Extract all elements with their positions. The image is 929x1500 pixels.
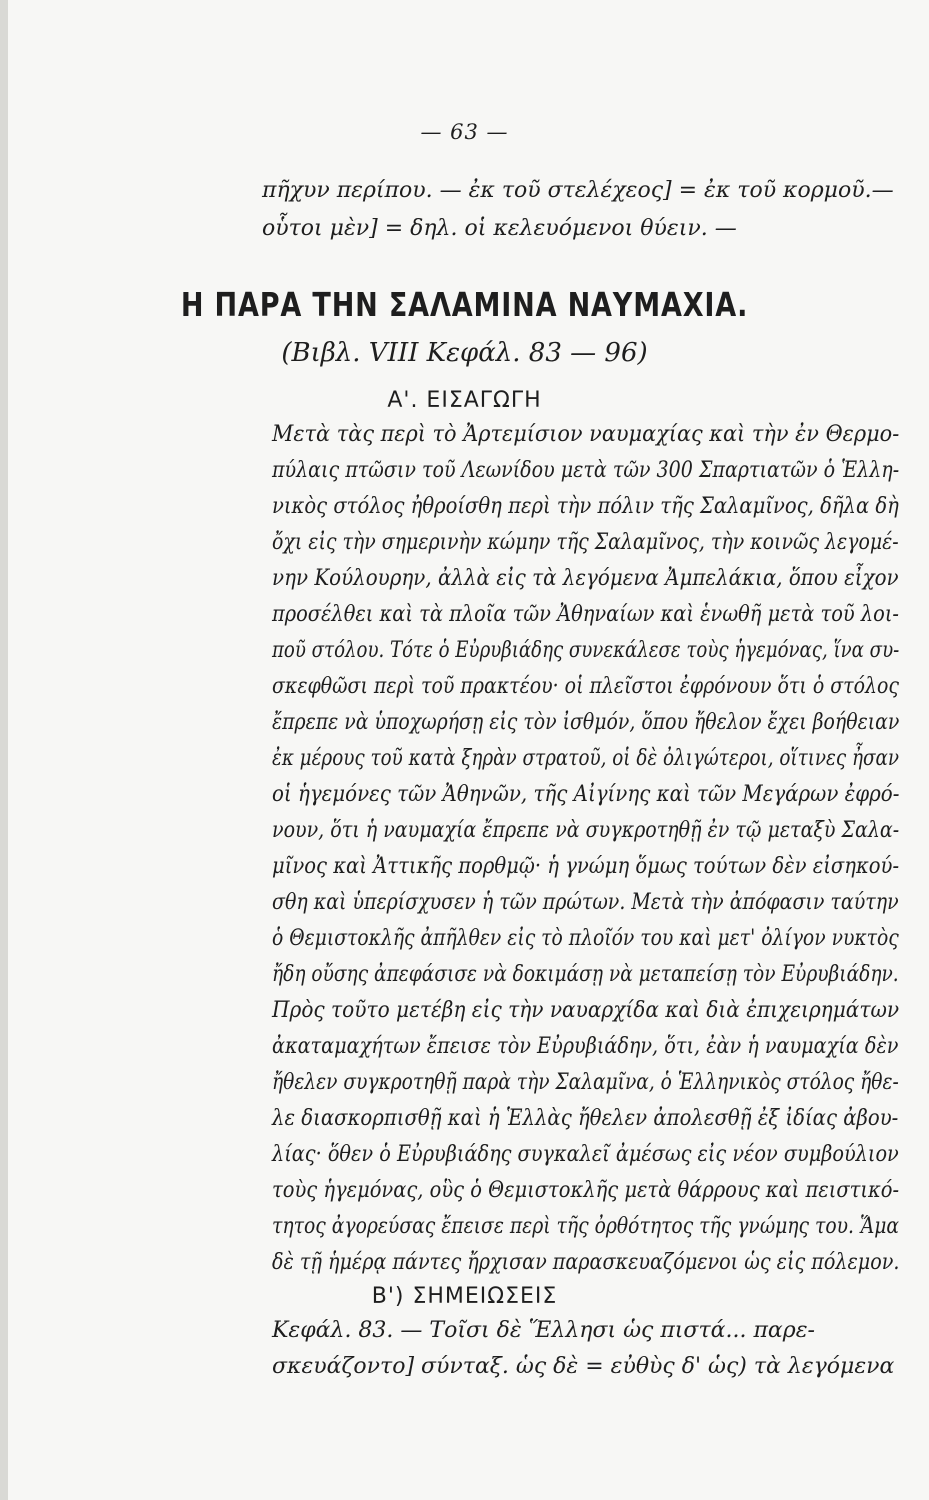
body-line: οἱ ἡγεμόνες τῶν Ἀθηνῶν, τῆς Αἰγίνης καὶ τῶν Μεγάρων ἐφρό-: [272, 782, 900, 807]
note-line: Κεφάλ. 83. — Τοῖσι δὲ Ἕλλησι ὡς πιστά... παρε-: [272, 1318, 815, 1343]
body-line: ἐκ μέρους τοῦ κατὰ ξηρὰν στρατοῦ, οἱ δὲ ὀλιγώτεροι, οἵτινες ἦσαν: [272, 746, 899, 771]
body-line: σθη καὶ ὑπερίσχυσεν ἡ τῶν πρώτων. Μετὰ τὴν ἀπόφασιν ταύτην: [272, 890, 899, 915]
body-line: ὄχι εἰς τὴν σημερινὴν κώμην τῆς Σαλαμῖνος, τὴν κοινῶς λεγομέ-: [272, 530, 899, 555]
body-line: ἀκαταμαχήτων ἔπεισε τὸν Εὐρυβιάδην, ὅτι, ἐὰν ἡ ναυμαχία δὲν: [272, 1034, 899, 1059]
note-line: πῆχυν περίπου. — ἐκ τοῦ στελέχεος] = ἐκ τοῦ κορμοῦ.—: [262, 178, 894, 203]
body-line: νουν, ὅτι ἡ ναυμαχία ἔπρεπε νὰ συγκροτηθῇ ἐν τῷ μεταξὺ Σαλα-: [272, 818, 900, 843]
section-heading-introduction: Α'. ΕΙΣΑΓΩΓΗ: [387, 388, 542, 413]
body-line: μῖνος καὶ Ἀττικῆς πορθμῷ· ἡ γνώμη ὅμως τούτων δὲν εἰσηκού-: [272, 854, 900, 879]
body-line: σκεφθῶσι περὶ τοῦ πρακτέου· οἱ πλεῖστοι ἐφρόνουν ὅτι ὁ στόλος: [272, 674, 899, 699]
body-line: ἤθελεν συγκροτηθῇ παρὰ τὴν Σαλαμῖνα, ὁ Ἑλληνικὸς στόλος ἤθε-: [272, 1070, 899, 1095]
body-line: λε διασκορπισθῇ καὶ ἡ Ἑλλὰς ἤθελεν ἀπολεσθῇ ἐξ ἰδίας ἀβου-: [272, 1106, 899, 1131]
body-line: δὲ τῇ ἡμέρᾳ πάντες ἤρχισαν παρασκευαζόμενοι ὡς εἰς πόλεμον.: [272, 1250, 900, 1275]
body-line: προσέλθει καὶ τὰ πλοῖα τῶν Ἀθηναίων καὶ ἑνωθῆ μετὰ τοῦ λοι-: [272, 602, 899, 627]
body-line: νικὸς στόλος ἠθροίσθη περὶ τὴν πόλιν τῆς Σαλαμῖνος, δῆλα δὴ: [272, 494, 899, 519]
note-line: σκευάζοντο] σύνταξ. ὡς δὲ = εὐθὺς δ' ὡς) τὰ λεγόμενα: [272, 1354, 895, 1379]
page-number: — 63 —: [420, 120, 509, 144]
page-edge: [0, 0, 8, 1500]
body-line: ὁ Θεμιστοκλῆς ἀπῆλθεν εἰς τὸ πλοῖόν του καὶ μετ' ὀλίγον νυκτὸς: [272, 926, 899, 951]
body-line: νην Κούλουρην, ἀλλὰ εἰς τὰ λεγόμενα Ἀμπελάκια, ὅπου εἶχον: [272, 566, 899, 591]
chapter-title: Η ΠΑΡΑ ΤΗΝ ΣΑΛΑΜΙΝΑ ΝΑΥΜΑΧΙΑ.: [180, 285, 749, 324]
body-line: πύλαις πτῶσιν τοῦ Λεωνίδου μετὰ τῶν 300 Σπαρτιατῶν ὁ Ἑλλη-: [272, 458, 900, 483]
body-line: λίας· ὅθεν ὁ Εὐρυβιάδης συγκαλεῖ ἀμέσως εἰς νέον συμβούλιον: [272, 1142, 899, 1167]
body-line: Μετὰ τὰς περὶ τὸ Ἀρτεμίσιον ναυμαχίας καὶ τὴν ἐν Θερμο-: [272, 422, 900, 447]
body-line: τητος ἀγορεύσας ἔπεισε περὶ τῆς ὀρθότητος τῆς γνώμης του. Ἅμα: [272, 1214, 900, 1239]
section-heading-notes: Β') ΣΗΜΕΙΩΣΕΙΣ: [371, 1284, 558, 1309]
chapter-subtitle: (Βιβλ. VIII Κεφάλ. 83 — 96): [281, 338, 648, 368]
body-line: ἔπρεπε νὰ ὑποχωρήσῃ εἰς τὸν ἰσθμόν, ὅπου ἤθελον ἔχει βοήθειαν: [272, 710, 900, 735]
body-line: τοὺς ἡγεμόνας, οὓς ὁ Θεμιστοκλῆς μετὰ θάρρους καὶ πειστικό-: [272, 1178, 900, 1203]
body-line: Πρὸς τοῦτο μετέβη εἰς τὴν ναυαρχίδα καὶ διὰ ἐπιχειρημάτων: [272, 998, 900, 1023]
body-line: ποῦ στόλου. Τότε ὁ Εὐρυβιάδης συνεκάλεσε τοὺς ἡγεμόνας, ἵνα συ-: [272, 638, 900, 663]
body-line: ἤδη οὔσης ἀπεφάσισε νὰ δοκιμάσῃ νὰ μεταπείσῃ τὸν Εὐρυβιάδην.: [272, 962, 899, 987]
note-line: οὗτοι μὲν] = δηλ. οἱ κελευόμενοι θύειν. —: [262, 216, 737, 241]
